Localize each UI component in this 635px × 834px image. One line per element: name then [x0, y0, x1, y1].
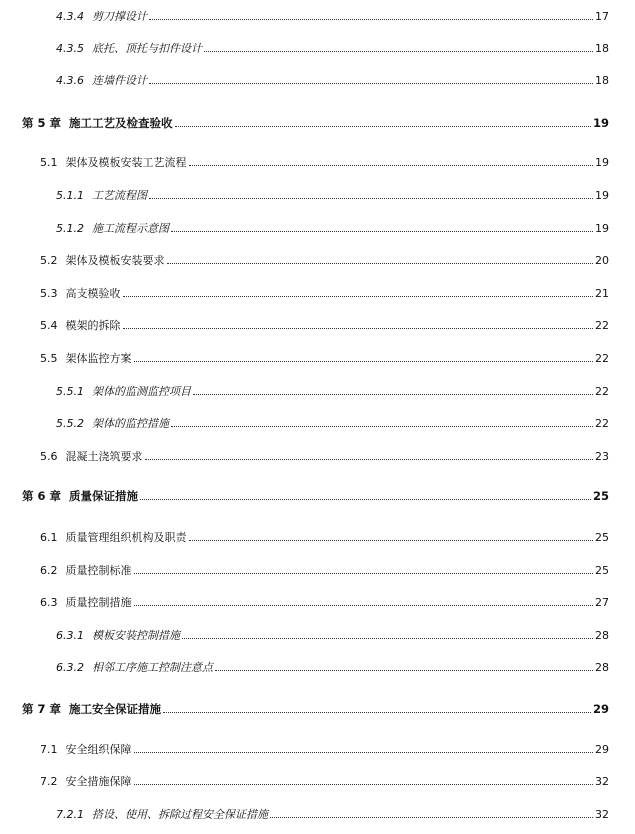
- dot-leader: [189, 165, 594, 166]
- toc-entry-level3[interactable]: [56, 807, 609, 821]
- toc-entry-number: 5.5.1: [56, 385, 84, 398]
- dot-leader: [193, 394, 593, 395]
- toc-page-number: 20: [595, 254, 609, 267]
- toc-entry-level1[interactable]: [22, 116, 609, 130]
- toc-page-number: 27: [595, 596, 609, 609]
- toc-entry-number: 5.5: [40, 352, 58, 365]
- dot-leader: [149, 83, 593, 84]
- toc-entry-label: [56, 10, 147, 23]
- toc-entry-level3[interactable]: [56, 221, 609, 235]
- toc-page-number: 25: [595, 564, 609, 577]
- toc-entry-title: 安全措施保障: [65, 775, 132, 788]
- toc-page-number: 19: [595, 156, 609, 169]
- toc-entry-number: 5.6: [40, 450, 58, 463]
- toc-entry-label: [40, 287, 121, 300]
- toc-entry-title: 施工安全保证措施: [69, 702, 162, 716]
- toc-entry-label: [56, 385, 191, 398]
- toc-entry-label: [40, 531, 187, 544]
- dot-leader: [167, 263, 594, 264]
- toc-page-number: 32: [595, 775, 609, 788]
- dot-leader: [123, 296, 594, 297]
- toc-entry-title: 混凝土浇筑要求: [65, 450, 143, 463]
- toc-entry-title: 质量控制措施: [65, 596, 132, 609]
- toc-entry-title: 施工工艺及检查验收: [69, 116, 173, 130]
- toc-entry-title: 施工流程示意图: [92, 222, 169, 235]
- toc-entry-level3[interactable]: [56, 628, 609, 642]
- dot-leader: [171, 426, 593, 427]
- toc-entry-label: [40, 319, 121, 332]
- dot-leader: [134, 605, 594, 606]
- toc-entry-label: [40, 775, 132, 788]
- toc-entry-label: [56, 661, 213, 674]
- toc-page-number: 19: [595, 189, 609, 202]
- toc-page-number: 18: [595, 42, 609, 55]
- toc-entry-number: 5.3: [40, 287, 58, 300]
- toc-entry-number: 第 5 章: [22, 116, 62, 130]
- toc-entry-label: [56, 417, 169, 430]
- toc-entry-title: 连墙件设计: [92, 74, 147, 87]
- toc-page-number: 23: [595, 450, 609, 463]
- toc-entry-label: [56, 42, 202, 55]
- dot-leader: [145, 459, 594, 460]
- toc-entry-label: [40, 156, 187, 169]
- toc-entry-level2[interactable]: [40, 530, 609, 544]
- dot-leader: [204, 51, 593, 52]
- dot-leader: [123, 328, 594, 329]
- toc-entry-title: 架体及模板安装要求: [65, 254, 165, 267]
- toc-entry-number: 4.3.4: [56, 10, 84, 23]
- toc-entry-level1[interactable]: [22, 489, 609, 503]
- toc-entry-number: 5.1.1: [56, 189, 84, 202]
- toc-entry-number: 5.1: [40, 156, 58, 169]
- toc-page-number: 32: [595, 808, 609, 821]
- toc-entry-level3[interactable]: [56, 384, 609, 398]
- toc-page-number: 22: [595, 417, 609, 430]
- toc-entry-level2[interactable]: [40, 318, 609, 332]
- toc-page-number: 28: [595, 661, 609, 674]
- toc-entry-title: 架体的监测监控项目: [92, 385, 191, 398]
- toc-entry-level2[interactable]: [40, 351, 609, 365]
- toc-entry-label: [40, 564, 132, 577]
- toc-entry-number: 4.3.5: [56, 42, 84, 55]
- dot-leader: [182, 638, 593, 639]
- toc-entry-label: [40, 352, 132, 365]
- toc-entry-level2[interactable]: [40, 449, 609, 463]
- toc-entry-number: 6.2: [40, 564, 58, 577]
- toc-entry-title: 底托、顶托与扣件设计: [92, 42, 202, 55]
- toc-entry-level2[interactable]: [40, 286, 609, 300]
- toc-entry-title: 高支模验收: [65, 287, 121, 300]
- toc-page-number: 22: [595, 319, 609, 332]
- toc-entry-number: 6.3: [40, 596, 58, 609]
- toc-entry-label: [56, 74, 147, 87]
- toc-entry-number: 5.2: [40, 254, 58, 267]
- dot-leader: [134, 573, 594, 574]
- toc-entry-title: 安全组织保障: [65, 743, 132, 756]
- toc-page-number: 22: [595, 352, 609, 365]
- toc-entry-title: 架体监控方案: [65, 352, 132, 365]
- toc-entry-number: 4.3.6: [56, 74, 84, 87]
- toc-entry-level3[interactable]: [56, 73, 609, 87]
- toc-page-number: 19: [592, 116, 609, 130]
- toc-entry-title: 搭设、使用、拆除过程安全保证措施: [92, 808, 268, 821]
- toc-page-number: 25: [595, 531, 609, 544]
- toc-entry-number: 7.1: [40, 743, 58, 756]
- toc-entry-level2[interactable]: [40, 155, 609, 169]
- dot-leader: [134, 784, 594, 785]
- toc-entry-number: 5.1.2: [56, 222, 84, 235]
- dot-leader: [189, 540, 594, 541]
- toc-entry-title: 质量控制标准: [65, 564, 132, 577]
- dot-leader: [140, 499, 591, 500]
- toc-page-number: 17: [595, 10, 609, 23]
- toc-entry-label: [40, 254, 165, 267]
- dot-leader: [215, 670, 593, 671]
- toc-entry-level3[interactable]: [56, 416, 609, 430]
- toc-page-number: 28: [595, 629, 609, 642]
- toc-entry-title: 工艺流程图: [92, 189, 147, 202]
- toc-entry-number: 第 7 章: [22, 702, 62, 716]
- toc-entry-level3[interactable]: [56, 9, 609, 23]
- toc-entry-number: 6.1: [40, 531, 58, 544]
- toc-entry-level2[interactable]: [40, 774, 609, 788]
- toc-entry-number: 第 6 章: [22, 489, 62, 503]
- toc-entry-level2[interactable]: [40, 253, 609, 267]
- toc-entry-number: 5.5.2: [56, 417, 84, 430]
- toc-page-number: 25: [592, 489, 609, 503]
- toc-page-number: 21: [595, 287, 609, 300]
- toc-entry-number: 6.3.1: [56, 629, 84, 642]
- toc-entry-label: [56, 222, 169, 235]
- toc-entry-level2[interactable]: [40, 595, 609, 609]
- toc-entry-title: 质量管理组织机构及职责: [65, 531, 187, 544]
- toc-entry-title: 架体及模板安装工艺流程: [65, 156, 187, 169]
- toc-entry-label: [56, 808, 268, 821]
- toc-entry-label: [22, 703, 161, 716]
- dot-leader: [175, 126, 591, 127]
- toc-page-number: 19: [595, 222, 609, 235]
- toc-entry-level2[interactable]: [40, 563, 609, 577]
- dot-leader: [149, 198, 593, 199]
- toc-page-number: 22: [595, 385, 609, 398]
- toc-entry-label: [22, 490, 138, 503]
- dot-leader: [270, 817, 593, 818]
- toc-entry-level3[interactable]: [56, 660, 609, 674]
- toc-entry-label: [56, 629, 180, 642]
- toc-entry-number: 7.2: [40, 775, 58, 788]
- toc-entry-label: [40, 743, 132, 756]
- toc-entry-label: [56, 189, 147, 202]
- toc-page-number: 18: [595, 74, 609, 87]
- toc-entry-level3[interactable]: [56, 41, 609, 55]
- toc-entry-level1[interactable]: [22, 702, 609, 716]
- toc-page-number: 29: [592, 702, 609, 716]
- toc-entry-label: [40, 596, 132, 609]
- toc-entry-title: 模架的拆除: [65, 319, 121, 332]
- toc-entry-label: [22, 117, 173, 130]
- toc-entry-title: 架体的监控措施: [92, 417, 169, 430]
- dot-leader: [163, 712, 591, 713]
- dot-leader: [171, 231, 593, 232]
- dot-leader: [134, 361, 594, 362]
- toc-page-number: 29: [595, 743, 609, 756]
- toc-entry-title: 质量保证措施: [69, 489, 139, 503]
- toc-entry-title: 模板安装控制措施: [92, 629, 180, 642]
- toc-entry-title: 剪刀撑设计: [92, 10, 147, 23]
- toc-entry-title: 相邻工序施工控制注意点: [92, 661, 213, 674]
- toc-entry-number: 5.4: [40, 319, 58, 332]
- toc-entry-level3[interactable]: [56, 188, 609, 202]
- toc-entry-label: [40, 450, 143, 463]
- toc-entry-number: 6.3.2: [56, 661, 84, 674]
- toc-entry-level2[interactable]: [40, 742, 609, 756]
- dot-leader: [149, 19, 593, 20]
- toc-entry-number: 7.2.1: [56, 808, 84, 821]
- dot-leader: [134, 752, 594, 753]
